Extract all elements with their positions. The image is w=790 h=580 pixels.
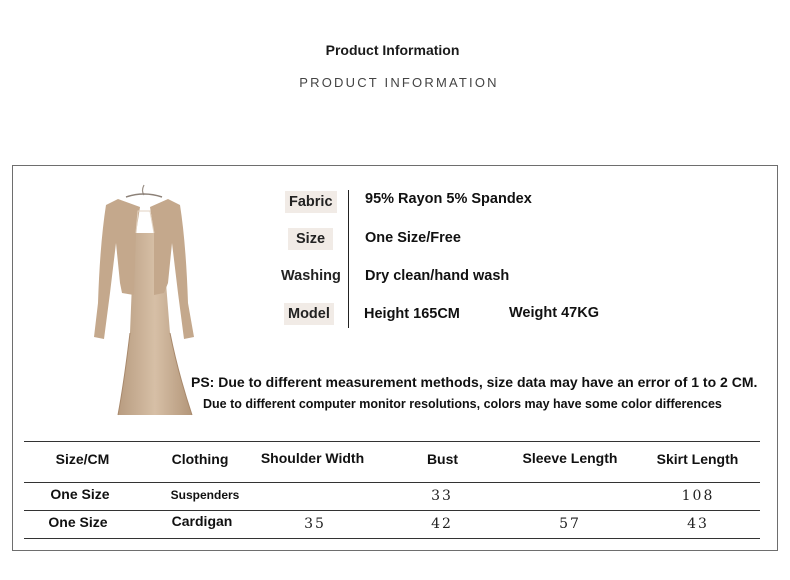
table-header-size: Size/CM: [55, 451, 110, 467]
row2-bust: 42: [431, 516, 453, 532]
fabric-label: Fabric: [285, 191, 337, 213]
row2-size: One Size: [48, 514, 108, 530]
model-weight-value: Weight 47KG: [509, 305, 599, 321]
table-header-sleeve: Sleeve Length: [522, 450, 618, 466]
info-divider: [348, 190, 349, 328]
table-header-clothing: Clothing: [171, 451, 229, 467]
table-line-bottom: [24, 538, 760, 539]
dress-image: [88, 183, 200, 419]
row2-shoulder: 35: [304, 516, 326, 532]
row2-clothing: Cardigan: [171, 513, 233, 529]
product-info-subtitle: PRODUCT INFORMATION: [299, 75, 499, 90]
table-header-shoulder: Shoulder Width: [260, 450, 365, 466]
size-value: One Size/Free: [365, 230, 461, 246]
measurement-note: PS: Due to different measurement methods, size data may have an error of 1 to 2 CM.: [191, 374, 758, 390]
row1-size: One Size: [50, 486, 110, 502]
washing-value: Dry clean/hand wash: [365, 268, 510, 284]
size-label: Size: [288, 228, 333, 250]
table-header-bust: Bust: [426, 451, 459, 467]
row1-bust: 33: [431, 488, 453, 504]
model-label: Model: [284, 303, 334, 325]
row2-skirt: 43: [687, 516, 709, 532]
model-height-value: Height 165CM: [364, 306, 460, 322]
fabric-value: 95% Rayon 5% Spandex: [365, 191, 532, 207]
color-note: Due to different computer monitor resolutions, colors may have some color differences: [203, 397, 722, 411]
row1-skirt: 108: [681, 488, 715, 504]
table-line-2: [24, 510, 760, 511]
table-line-top: [24, 441, 760, 442]
row1-clothing: Suspenders: [170, 488, 240, 502]
product-info-title: Product Information: [325, 42, 460, 58]
row2-sleeve: 57: [559, 516, 581, 532]
table-header-skirt: Skirt Length: [656, 451, 739, 467]
washing-label: Washing: [281, 268, 341, 284]
table-line-1: [24, 482, 760, 483]
